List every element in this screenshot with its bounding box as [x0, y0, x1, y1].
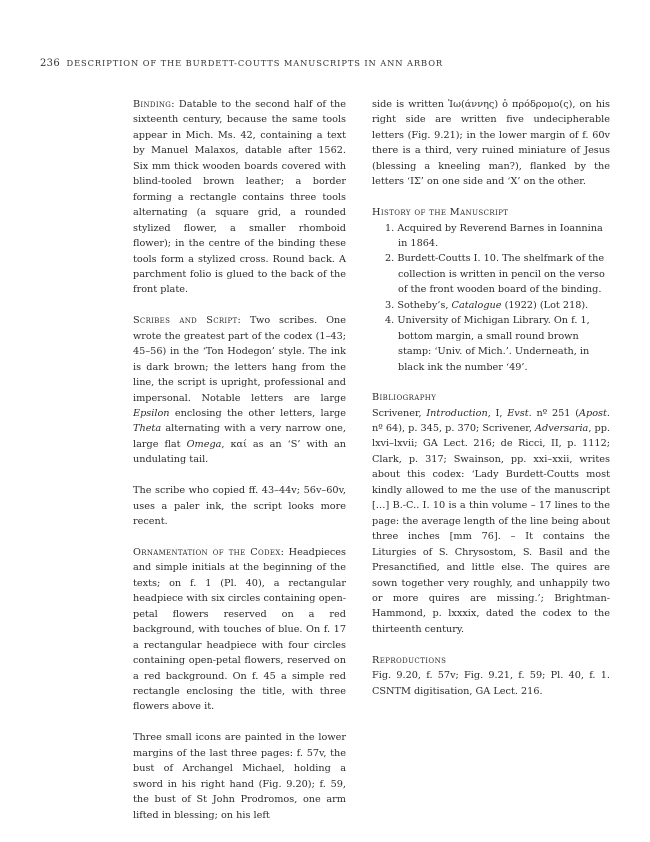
- scribe2-paragraph: The scribe who copied ff. 43–44v; 56v–60v, uses a paler ink, the script looks more recent.: [133, 485, 346, 528]
- history-heading: History of the Manuscript: [372, 207, 509, 219]
- reproductions-paragraph: Fig. 9.20, f. 57v; Fig. 9.21, f. 59; Pl. 40, f. 1. CSNTM digitisation, GA Lect. 216.: [372, 670, 610, 697]
- biblio-text-2: , I,: [487, 407, 508, 419]
- scribes-heading: Scribes and Script:: [133, 315, 242, 327]
- history-item-3-italic: Catalogue: [451, 299, 502, 311]
- scribes-paragraph: [133, 313, 346, 468]
- scribes-text-4: , καί as an ‘S’ with an undulating tail.: [133, 438, 346, 466]
- right-column: [372, 97, 610, 714]
- biblio-text-4: nº 64), p. 345, p. 370; Scrivener,: [372, 423, 536, 434]
- ornament-paragraph: [133, 545, 346, 715]
- running-head: [40, 58, 443, 69]
- scribes-theta: Theta: [133, 423, 162, 435]
- biblio-introduction: Introduction: [426, 407, 488, 419]
- biblio-adversaria: Adversaria: [535, 423, 589, 434]
- ornament-text: Headpieces and simple initials at the beginning of the texts; on f. 1 (Pl. 40), a rectangular headpiece with six circles containing open-petal flowers reserved on a red background, with touches of blue. On f. 17 a rectangular headpiece with four circles containing open-petal flowers, reserved on a red background. On f. 45 a simple red rectangle enclosing the title, with three flowers above it.: [133, 546, 346, 713]
- binding-text: Datable to the second half of the sixteenth century, because the same tools appear in Mich. Ms. 42, containing a text by Manuel Malaxos, datable after 1562. Six mm thick wooden boards covered with blind-tooled brown leather; a border forming a rectangle contains three tools alternating (a square grid, a rounded stylized flower, a smaller rhomboid flower); in the centre of the binding these tools form a stylized cross. Round back. A parchment folio is glued to the back of the front plate.: [133, 99, 346, 296]
- page-number: 236: [40, 58, 60, 69]
- biblio-text-5: , pp. lxvi–lxvii; GA Lect. 216; de Ricci, II, p. 1112; Clark, p. 317; Swainson, pp. xxi–xxii, writes about this codex: ‘Lady Burdett-Coutts most kindly allowed to me the use of the manuscript […] B.-C.. I. 10 is a thin volume – 17 lines to the page: the average length of the line being about three inches [mm 76]. – It contains the Liturgies of S. Chrysostom, S. Basil and the Presanctified, and little else. The quires are sown together very roughly, and unhappily two or more quires are missing.’; Brightman-Hammond, p. lxxxix, dated the codex to the thirteenth century.: [372, 423, 610, 635]
- history-item-3-start: 3. Sotheby’s,: [385, 299, 452, 311]
- history-item-3-rest: (1922) (Lot 218).: [501, 299, 589, 311]
- icons-paragraph: Three small icons are painted in the lower margins of the last three pages: f. 57v, the bust of Archangel Michael, holding a sword in his right hand (Fig. 9.20); f. 59, the bust of St John Prodromos, one arm lifted in blessing; on his left: [133, 732, 346, 821]
- biblio-evst: Evst.: [507, 407, 532, 419]
- history-item: 2. Burdett-Coutts I. 10. The shelfmark of the collection is written in pencil on the verso of the front wooden board of the binding.: [385, 253, 605, 296]
- binding-paragraph: [133, 97, 346, 298]
- scribes-omega: Omega: [186, 438, 222, 450]
- reproductions-heading: Reproductions: [372, 654, 447, 666]
- history-item: 4. University of Michigan Library. On f. 1, bottom margin, a small round brown stamp: ‘Univ. of Mich.’. Underneath, in black ink the number ‘49’.: [385, 315, 590, 373]
- scribes-text-2: enclosing the other letters, large: [169, 408, 346, 419]
- scribes-text-3: alternating with a very narrow one, large flat: [133, 423, 346, 450]
- history-item: [372, 298, 610, 313]
- binding-heading: Binding:: [133, 99, 175, 110]
- history-list: [372, 221, 610, 376]
- left-column: [133, 97, 346, 838]
- bibliography-heading: Bibliography: [372, 392, 437, 404]
- biblio-text-1: Scrivener,: [372, 407, 427, 419]
- history-item: 1. Acquired by Reverend Barnes in Ioannina in 1864.: [385, 222, 603, 250]
- continuation-paragraph: side is written Ἰω(άννης) ὁ πρόδρομο(ς), on his right side are written five undecipherable letters (Fig. 9.21); in the lower margin of f. 60v there is a third, very ruined miniature of Jesus (blessing a kneeling man?), flanked by the letters ‘IΣ’ on one side and ‘X’ on the other.: [372, 99, 610, 188]
- bibliography-paragraph: [372, 406, 610, 638]
- scribes-text-1: Two scribes. One wrote the greatest part of the codex (1–43; 45–56) in the ‘Ton Hodegon’ style. The ink is dark brown; the letters hang from the line, the script is upright, professional and impersonal. Notable letters are large: [133, 315, 346, 404]
- biblio-apost: Apost.: [579, 407, 610, 419]
- running-title: DESCRIPTION OF THE BURDETT-COUTTS MANUSCRIPTS IN ANN ARBOR: [66, 58, 444, 68]
- biblio-text-3: nº 251 (: [531, 407, 579, 419]
- ornament-heading: Ornamentation of the Codex:: [133, 546, 285, 558]
- scribes-epsilon: Epsilon: [133, 408, 170, 419]
